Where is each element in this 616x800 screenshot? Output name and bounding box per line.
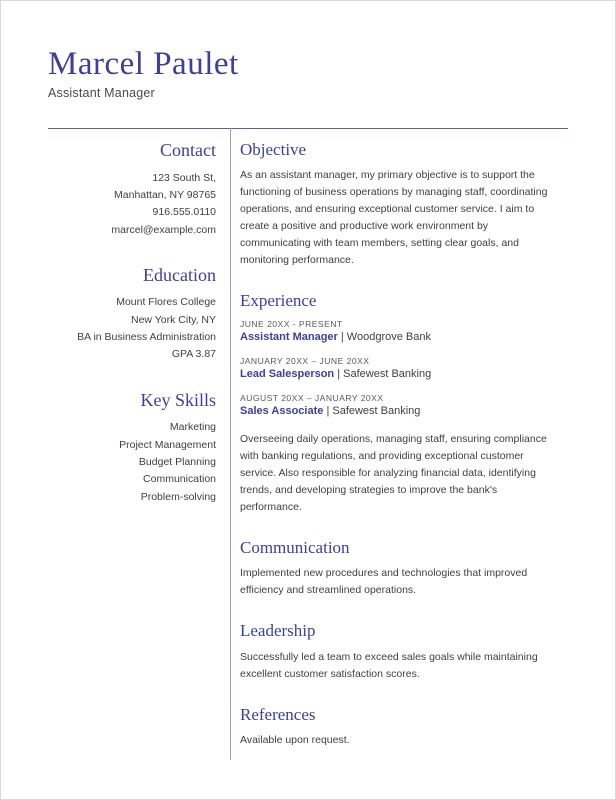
skill-item: Communication xyxy=(143,473,216,486)
experience-company: Woodgrove Bank xyxy=(346,330,431,343)
header-divider xyxy=(48,128,568,129)
experience-dates: AUGUST 20XX – JANUARY 20XX xyxy=(240,392,384,403)
skill-item: Budget Planning xyxy=(138,455,216,468)
column-divider xyxy=(230,128,231,760)
experience-section xyxy=(240,291,560,515)
objective-section xyxy=(240,140,560,269)
experience-role-line xyxy=(240,405,560,417)
candidate-job-title: Assistant Manager xyxy=(48,86,155,101)
objective-text: As an assistant manager, my primary objective is to support the functioning of business operations by managing staff, coordinating operations, and ensuring exceptional customer service. I aim to create a positive and productive work environment by communicating with team members, setting clear goals, and monitoring performance. xyxy=(240,169,548,267)
contact-phone: 916.555.0110 xyxy=(152,206,216,219)
leadership-text: Successfully led a team to exceed sales goals while maintaining excellent customer satisfaction scores. xyxy=(240,650,538,680)
experience-item xyxy=(240,393,560,417)
experience-role-line xyxy=(240,331,560,343)
skills-heading: Key Skills xyxy=(140,389,216,410)
education-location: New York City, NY xyxy=(131,313,216,326)
references-heading: References xyxy=(240,704,316,724)
experience-item xyxy=(240,356,560,380)
experience-role-line xyxy=(240,368,560,380)
resume-header xyxy=(48,46,568,100)
experience-role: Sales Associate xyxy=(240,404,324,417)
candidate-name: Marcel Paulet xyxy=(48,46,239,82)
contact-heading: Contact xyxy=(160,140,216,160)
education-section xyxy=(48,265,216,364)
education-school: Mount Flores College xyxy=(116,296,216,309)
experience-separator: | xyxy=(326,404,330,417)
left-column xyxy=(48,140,216,532)
experience-heading: Experience xyxy=(240,291,317,311)
skill-item: Problem-solving xyxy=(140,490,216,503)
experience-company: Safewest Banking xyxy=(332,404,421,417)
experience-company: Safewest Banking xyxy=(343,367,432,380)
experience-summary: Overseeing daily operations, managing staff, ensuring compliance with banking regulations, and providing exceptional customer service. Also responsible for analyzing financial data, identifying trends, and developing strategies to improve the bank's performance. xyxy=(240,432,547,513)
communication-text: Implemented new procedures and technologies that improved efficiency and streamlined operations. xyxy=(240,567,528,597)
communication-heading: Communication xyxy=(240,537,350,557)
experience-dates: JANUARY 20XX – JUNE 20XX xyxy=(240,355,370,366)
experience-item xyxy=(240,319,560,343)
experience-separator: | xyxy=(340,330,344,343)
leadership-section xyxy=(240,621,560,682)
objective-heading: Objective xyxy=(240,140,307,159)
education-heading: Education xyxy=(143,264,216,285)
contact-address-line2: Manhattan, NY 98765 xyxy=(114,188,216,201)
education-gpa: GPA 3.87 xyxy=(171,348,216,361)
experience-dates: JUNE 20XX - PRESENT xyxy=(240,318,343,329)
skills-section xyxy=(48,390,216,506)
contact-address-line1: 123 South St, xyxy=(152,171,216,184)
right-column xyxy=(240,140,560,771)
experience-role: Assistant Manager xyxy=(240,330,338,343)
experience-separator: | xyxy=(337,367,341,380)
education-degree: BA in Business Administration xyxy=(77,331,216,344)
references-text: Available upon request. xyxy=(240,733,350,746)
contact-section xyxy=(48,140,216,239)
leadership-heading: Leadership xyxy=(240,621,316,641)
references-section xyxy=(240,705,560,749)
skill-item: Marketing xyxy=(169,421,216,434)
experience-role: Lead Salesperson xyxy=(240,367,335,380)
contact-email[interactable]: marcel@example.com xyxy=(111,223,216,236)
skill-item: Project Management xyxy=(119,438,216,451)
communication-section xyxy=(240,538,560,599)
